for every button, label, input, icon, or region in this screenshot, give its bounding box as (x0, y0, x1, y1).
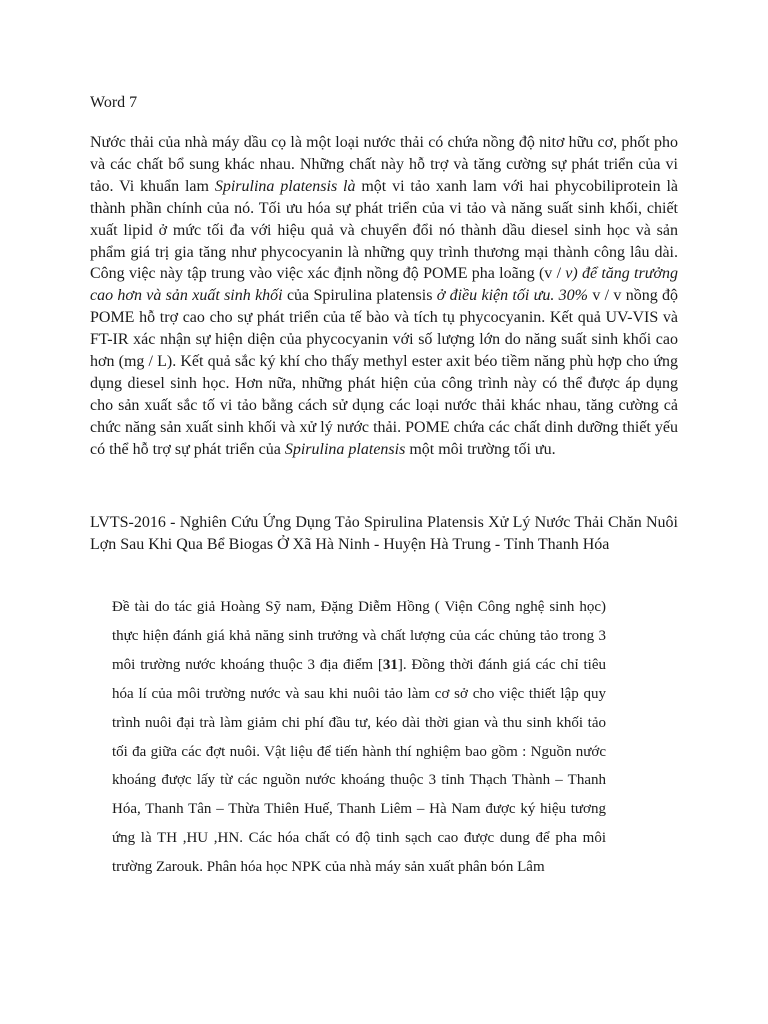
thesis-excerpt-paragraph (112, 593, 606, 882)
text-run: ]. Đồng thời đánh giá các chỉ tiêu hóa lí của môi trường nước và sau khi nuôi tảo làm cơ sở cho việc thiết lập quy trình nuôi đại trà làm giảm chi phí đầu tư, kéo dài thời gian và thu sinh khối tảo tối đa giữa các đợt nuôi. Vật liệu để tiến hành thí nghiệm bao gồm : Nguồn nước khoáng được lấy từ các nguồn nước khoáng thuộc 3 tỉnh Thạch Thành – Thanh Hóa, Thanh Tân – Thừa Thiên Huế, Thanh Liêm – Hà Nam được ký hiệu tương ứng là TH ,HU ,HN. Các hóa chất có độ tinh sạch cao được dung để pha môi trường Zarouk. Phân hóa học NPK của nhà máy sản xuất phân bón Lâm (112, 656, 606, 876)
thesis-title-paragraph: LVTS-2016 - Nghiên Cứu Ứng Dụng Tảo Spirulina Platensis Xử Lý Nước Thải Chăn Nuôi Lợn Sau Khi Qua Bể Biogas Ở Xã Hà Ninh - Huyện Hà Trung - Tỉnh Thanh Hóa (90, 514, 678, 553)
text-run: Nước thải của nhà máy dầu cọ là một loại nước thải có chứa nồng độ nitơ hữu cơ, phốt pho và các chất bổ sung khác nhau. Những chất này hỗ trợ và tăng cường sự phát triển của vi tảo. Vi khuẩn lam (90, 134, 678, 195)
document-heading: Word 7 (90, 94, 138, 111)
text-run: một môi trường tối ưu. (405, 440, 556, 458)
text-run: của Spirulina platensis (282, 287, 437, 305)
italic-text: Spirulina platensis (284, 440, 406, 458)
text-run: v / v nồng độ POME hỗ trợ cao cho sự phát triển của tế bào và tích tụ phycocyanin. Kết quả UV-VIS và FT-IR xác nhận sự hiện diện của phycocyanin với số lượng lớn do năng suất sinh khối cao hơn (mg / L). Kết quả sắc ký khí cho thấy methyl ester axit béo tiềm năng phù hợp cho ứng dụng diesel sinh học. Hơn nữa, những phát hiện của công trình này có thể được áp dụng cho sản xuất sắc tố vi tảo bằng cách sử dụng các loại nước thải khác nhau, tăng cường cả chức năng sản xuất sinh khối và xử lý nước thải. POME chứa các chất dinh dưỡng thiết yếu có thể hỗ trợ sự phát triển của (90, 287, 679, 458)
abstract-paragraph (90, 132, 678, 461)
citation-number: 31 (382, 656, 398, 673)
italic-text: v) để tăng trưởng cao hơn và sản xuất sinh khối (90, 265, 678, 305)
text-run: Đề tài do tác giả Hoàng Sỹ nam, Đặng Diễm Hồng ( Viện Công nghệ sinh học) thực hiện đánh giá khả năng sinh trưởng và chất lượng của các chủng tảo trong 3 môi trường nước khoáng thuộc 3 địa điểm [ (112, 599, 606, 673)
text-run: một vi tảo xanh lam với hai phycobiliprotein là thành phần chính của nó. Tối ưu hóa sự phát triển của vi tảo và năng suất sinh khối, chiết xuất lipid ở mức tối đa với hiệu quả và chuyển đổi nó thành dầu diesel sinh học và sản phẩm giá trị gia tăng như phycocyanin là những quy trình thương mại thành công lâu dài. Công việc này tập trung vào việc xác định nồng độ POME pha loãng (v / (90, 177, 679, 283)
italic-text: ở điều kiện tối ưu. 30% (436, 287, 588, 305)
italic-text: Spirulina platensis là (214, 177, 356, 195)
